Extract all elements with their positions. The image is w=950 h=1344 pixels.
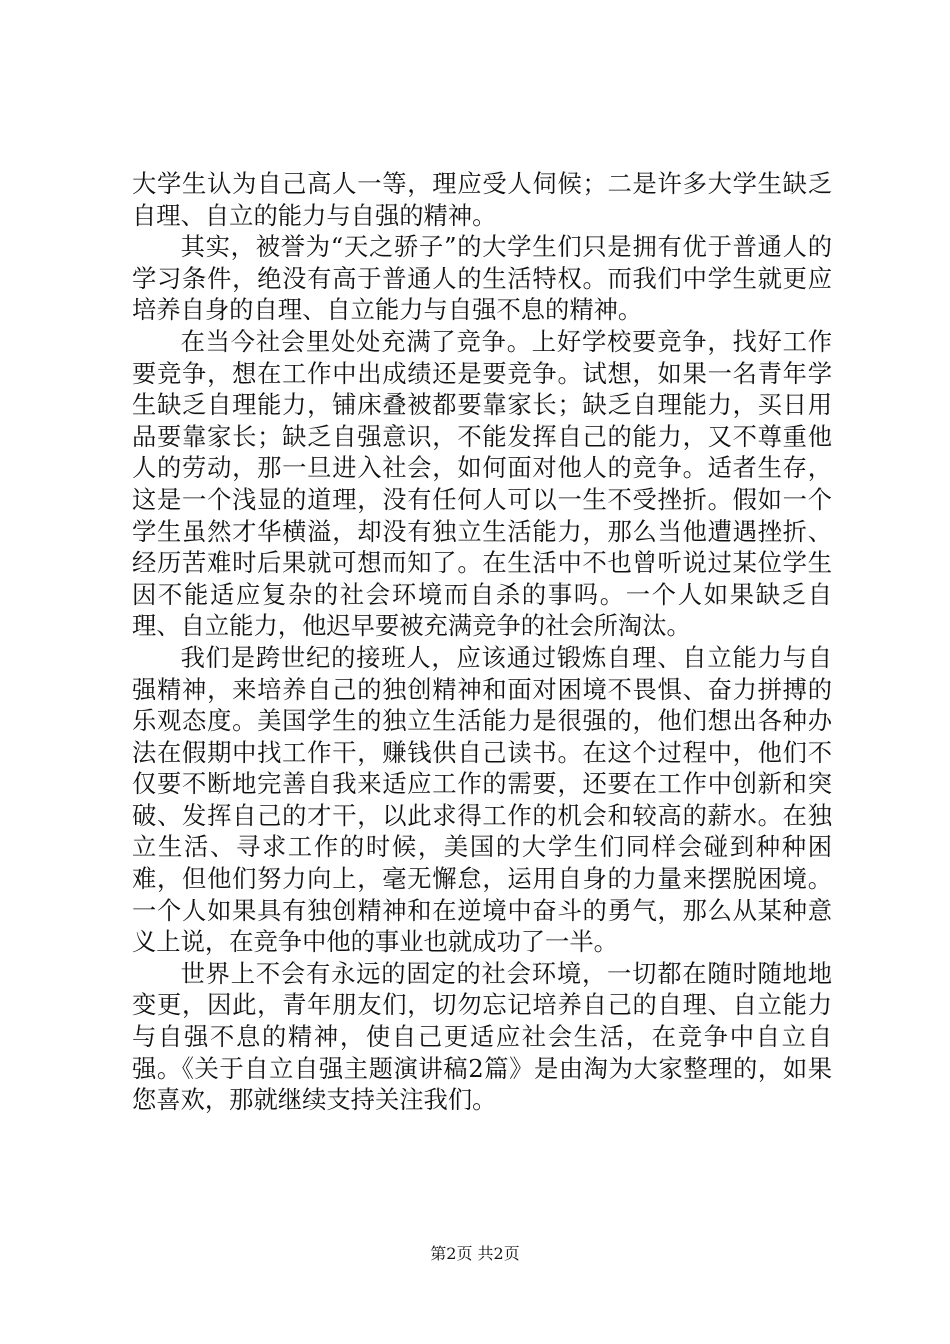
page-number-footer: 第2页 共2页 [430, 1244, 520, 1263]
paragraph-4: 我们是跨世纪的接班人，应该通过锻炼自理、自立能力与自强精神，来培养自己的独创精神和面对困境不畏惧、奋力拼搏的乐观态度。美国学生的独立生活能力是很强的，他们想出各种办法在假期中找工作干，赚钱供自己读书。在这个过程中，他们不仅要不断地完善自我来适应工作的需要，还要在工作中创新和突破、发挥自己的才干，以此求得工作的机会和较高的薪水。在独立生活、寻求工作的时候，美国的大学生们同样会碰到种种困难，但他们努力向上，毫无懈怠，运用自身的力量来摆脱困境。一个人如果具有独创精神和在逆境中奋斗的勇气，那么从某种意义上说，在竞争中他的事业也就成功了一半。 [132, 642, 832, 957]
paragraph-2: 其实，被誉为“天之骄子”的大学生们只是拥有优于普通人的学习条件，绝没有高于普通人的生活特权。而我们中学生就更应培养自身的自理、自立能力与自强不息的精神。 [132, 232, 832, 325]
paragraph-3: 在当今社会里处处充满了竞争。上好学校要竞争，找好工作要竞争，想在工作中出成绩还是要竞争。试想，如果一名青年学生缺乏自理能力，铺床叠被都要靠家长；缺乏自理能力，买日用品要靠家长；缺乏自强意识，不能发挥自己的能力，又不尊重他人的劳动，那一旦进入社会，如何面对他人的竞争。适者生存，这是一个浅显的道理，没有任何人可以一生不受挫折。假如一个学生虽然才华横溢，却没有独立生活能力，那么当他遭遇挫折、经历苦难时后果就可想而知了。在生活中不也曾听说过某位学生因不能适应复杂的社会环境而自杀的事吗。一个人如果缺乏自理、自立能力，他迟早要被充满竞争的社会所淘汰。 [132, 326, 832, 641]
paragraph-5: 世界上不会有永远的固定的社会环境，一切都在随时随地地变更，因此，青年朋友们，切勿忘记培养自己的自理、自立能力与自强不息的精神，使自己更适应社会生活，在竞争中自立自强。《关于自立自强主题演讲稿2篇》是由淘为大家整理的，如果您喜欢，那就继续支持关注我们。 [132, 958, 832, 1115]
paragraph-1: 大学生认为自己高人一等，理应受人伺候；二是许多大学生缺乏自理、自立的能力与自强的精神。 [132, 169, 832, 230]
document-body [132, 168, 832, 1116]
